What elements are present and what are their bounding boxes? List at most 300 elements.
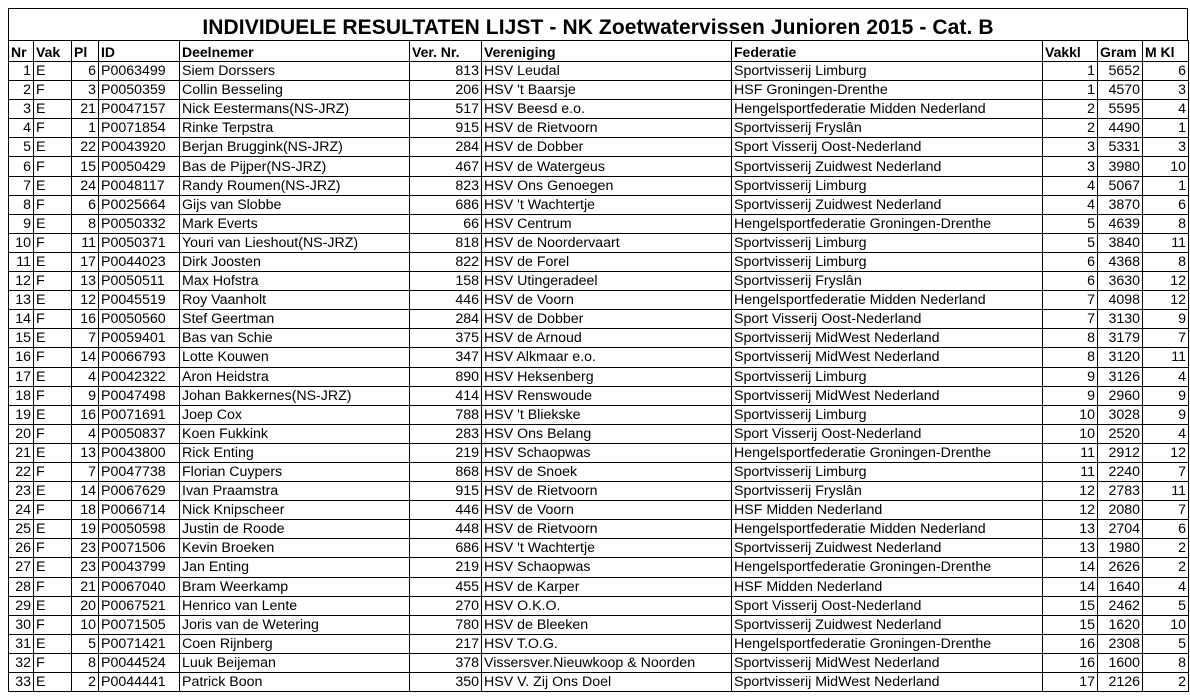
- cell-vereniging: Vissersver.Nieuwkoop & Noorden: [482, 653, 732, 672]
- cell-gram: 2783: [1098, 482, 1143, 501]
- cell-nr: 4: [9, 119, 34, 138]
- cell-vereniging: HSV Utingeradeel: [482, 272, 732, 291]
- cell-id: P0050371: [99, 233, 180, 252]
- table-row: [9, 520, 1189, 539]
- cell-federatie: Sportvisserij Fryslân: [732, 272, 1043, 291]
- cell-vak: F: [34, 119, 72, 138]
- cell-vereniging: HSV Schaopwas: [482, 558, 732, 577]
- cell-vak: E: [34, 596, 72, 615]
- cell-nr: 6: [9, 157, 34, 176]
- cell-federatie: Sportvisserij Limburg: [732, 62, 1043, 81]
- cell-pl: 16: [72, 310, 99, 329]
- header-federatie: Federatie: [732, 41, 1043, 62]
- cell-vernr: 66: [410, 214, 482, 233]
- cell-vakkl: 3: [1043, 138, 1098, 157]
- table-row: [9, 462, 1189, 481]
- cell-id: P0071854: [99, 119, 180, 138]
- cell-deelnemer: Henrico van Lente: [180, 596, 410, 615]
- cell-pl: 20: [72, 596, 99, 615]
- cell-vernr: 219: [410, 443, 482, 462]
- cell-vernr: 788: [410, 405, 482, 424]
- cell-gram: 4368: [1098, 252, 1143, 271]
- cell-vak: E: [34, 62, 72, 81]
- header-vernr: Ver. Nr.: [410, 41, 482, 62]
- cell-id: P0050837: [99, 424, 180, 443]
- cell-nr: 20: [9, 424, 34, 443]
- cell-mkl: 1: [1143, 176, 1189, 195]
- cell-vakkl: 15: [1043, 596, 1098, 615]
- cell-pl: 6: [72, 62, 99, 81]
- header-gram: Gram: [1098, 41, 1143, 62]
- cell-id: P0050511: [99, 272, 180, 291]
- cell-vernr: 219: [410, 558, 482, 577]
- cell-vakkl: 14: [1043, 577, 1098, 596]
- cell-deelnemer: Randy Roumen(NS-JRZ): [180, 176, 410, 195]
- cell-vernr: 915: [410, 482, 482, 501]
- cell-federatie: Hengelsportfederatie Groningen-Drenthe: [732, 214, 1043, 233]
- table-row: [9, 634, 1189, 653]
- cell-vereniging: HSV 't Bliekske: [482, 405, 732, 424]
- cell-mkl: 9: [1143, 310, 1189, 329]
- cell-federatie: HSF Groningen-Drenthe: [732, 81, 1043, 100]
- cell-gram: 3179: [1098, 329, 1143, 348]
- cell-gram: 3980: [1098, 157, 1143, 176]
- cell-vak: E: [34, 138, 72, 157]
- cell-federatie: Sportvisserij Fryslân: [732, 119, 1043, 138]
- cell-gram: 2626: [1098, 558, 1143, 577]
- cell-pl: 10: [72, 615, 99, 634]
- cell-federatie: Sportvisserij MidWest Nederland: [732, 329, 1043, 348]
- cell-vak: E: [34, 367, 72, 386]
- cell-vakkl: 8: [1043, 329, 1098, 348]
- cell-federatie: Sportvisserij Zuidwest Nederland: [732, 539, 1043, 558]
- cell-vak: E: [34, 482, 72, 501]
- cell-vereniging: HSV de Rietvoorn: [482, 119, 732, 138]
- cell-deelnemer: Mark Everts: [180, 214, 410, 233]
- cell-vak: F: [34, 348, 72, 367]
- cell-nr: 18: [9, 386, 34, 405]
- cell-mkl: 9: [1143, 386, 1189, 405]
- table-row: [9, 653, 1189, 672]
- cell-nr: 25: [9, 520, 34, 539]
- table-row: [9, 577, 1189, 596]
- cell-mkl: 7: [1143, 501, 1189, 520]
- cell-federatie: Sportvisserij MidWest Nederland: [732, 653, 1043, 672]
- cell-id: P0045519: [99, 291, 180, 310]
- cell-vak: F: [34, 424, 72, 443]
- cell-vernr: 158: [410, 272, 482, 291]
- cell-deelnemer: Joep Cox: [180, 405, 410, 424]
- header-vakkl: Vakkl: [1043, 41, 1098, 62]
- cell-id: P0050560: [99, 310, 180, 329]
- table-row: [9, 615, 1189, 634]
- cell-id: P0050359: [99, 81, 180, 100]
- cell-vernr: 283: [410, 424, 482, 443]
- cell-vernr: 347: [410, 348, 482, 367]
- cell-vakkl: 6: [1043, 272, 1098, 291]
- table-row: [9, 405, 1189, 424]
- cell-gram: 5067: [1098, 176, 1143, 195]
- cell-nr: 8: [9, 195, 34, 214]
- cell-vernr: 446: [410, 291, 482, 310]
- cell-mkl: 2: [1143, 673, 1189, 692]
- cell-vakkl: 2: [1043, 119, 1098, 138]
- cell-gram: 4490: [1098, 119, 1143, 138]
- cell-id: P0063499: [99, 62, 180, 81]
- cell-vereniging: HSV de Karper: [482, 577, 732, 596]
- cell-pl: 4: [72, 424, 99, 443]
- cell-vak: E: [34, 520, 72, 539]
- cell-deelnemer: Siem Dorssers: [180, 62, 410, 81]
- cell-vakkl: 1: [1043, 81, 1098, 100]
- cell-federatie: Hengelsportfederatie Groningen-Drenthe: [732, 558, 1043, 577]
- cell-vernr: 813: [410, 62, 482, 81]
- cell-id: P0066714: [99, 501, 180, 520]
- results-sheet: [8, 8, 1188, 692]
- cell-pl: 9: [72, 386, 99, 405]
- table-row: [9, 558, 1189, 577]
- cell-mkl: 4: [1143, 577, 1189, 596]
- cell-nr: 31: [9, 634, 34, 653]
- cell-federatie: Sport Visserij Oost-Nederland: [732, 424, 1043, 443]
- cell-vernr: 868: [410, 462, 482, 481]
- cell-federatie: Hengelsportfederatie Midden Nederland: [732, 291, 1043, 310]
- cell-vernr: 217: [410, 634, 482, 653]
- cell-pl: 23: [72, 539, 99, 558]
- cell-pl: 14: [72, 348, 99, 367]
- cell-id: P0067629: [99, 482, 180, 501]
- cell-mkl: 4: [1143, 100, 1189, 119]
- cell-vereniging: HSV Leudal: [482, 62, 732, 81]
- cell-id: P0071691: [99, 405, 180, 424]
- cell-vernr: 284: [410, 310, 482, 329]
- cell-gram: 2704: [1098, 520, 1143, 539]
- cell-nr: 17: [9, 367, 34, 386]
- cell-vakkl: 12: [1043, 482, 1098, 501]
- cell-vak: E: [34, 634, 72, 653]
- cell-deelnemer: Lotte Kouwen: [180, 348, 410, 367]
- cell-mkl: 7: [1143, 462, 1189, 481]
- cell-vernr: 818: [410, 233, 482, 252]
- cell-gram: 4639: [1098, 214, 1143, 233]
- cell-id: P0050332: [99, 214, 180, 233]
- cell-mkl: 12: [1143, 291, 1189, 310]
- table-row: [9, 348, 1189, 367]
- cell-vak: E: [34, 100, 72, 119]
- cell-id: P0066793: [99, 348, 180, 367]
- cell-id: P0044023: [99, 252, 180, 271]
- cell-federatie: Sportvisserij Zuidwest Nederland: [732, 157, 1043, 176]
- cell-id: P0043799: [99, 558, 180, 577]
- table-row: [9, 310, 1189, 329]
- cell-id: P0047157: [99, 100, 180, 119]
- cell-mkl: 2: [1143, 539, 1189, 558]
- cell-pl: 21: [72, 100, 99, 119]
- cell-deelnemer: Florian Cuypers: [180, 462, 410, 481]
- table-row: [9, 157, 1189, 176]
- results-table: [8, 40, 1189, 692]
- table-row: [9, 443, 1189, 462]
- cell-gram: 2080: [1098, 501, 1143, 520]
- cell-pl: 7: [72, 462, 99, 481]
- cell-vereniging: HSV Beesd e.o.: [482, 100, 732, 119]
- cell-nr: 16: [9, 348, 34, 367]
- cell-vereniging: HSV de Arnoud: [482, 329, 732, 348]
- cell-id: P0047738: [99, 462, 180, 481]
- cell-deelnemer: Aron Heidstra: [180, 367, 410, 386]
- cell-federatie: Sportvisserij Limburg: [732, 462, 1043, 481]
- cell-mkl: 10: [1143, 615, 1189, 634]
- cell-vereniging: HSV de Noordervaart: [482, 233, 732, 252]
- cell-id: P0067521: [99, 596, 180, 615]
- cell-nr: 3: [9, 100, 34, 119]
- cell-vereniging: HSV de Rietvoorn: [482, 520, 732, 539]
- cell-mkl: 8: [1143, 214, 1189, 233]
- cell-federatie: Sportvisserij Limburg: [732, 367, 1043, 386]
- cell-vakkl: 16: [1043, 634, 1098, 653]
- table-row: [9, 367, 1189, 386]
- cell-pl: 3: [72, 81, 99, 100]
- cell-id: P0071506: [99, 539, 180, 558]
- cell-vernr: 375: [410, 329, 482, 348]
- cell-pl: 24: [72, 176, 99, 195]
- cell-vereniging: HSV Ons Genoegen: [482, 176, 732, 195]
- cell-gram: 2126: [1098, 673, 1143, 692]
- cell-vakkl: 6: [1043, 252, 1098, 271]
- cell-vak: F: [34, 310, 72, 329]
- table-row: [9, 100, 1189, 119]
- cell-id: P0043800: [99, 443, 180, 462]
- cell-pl: 1: [72, 119, 99, 138]
- cell-deelnemer: Patrick Boon: [180, 673, 410, 692]
- cell-pl: 12: [72, 291, 99, 310]
- cell-vakkl: 7: [1043, 310, 1098, 329]
- cell-vakkl: 9: [1043, 367, 1098, 386]
- cell-deelnemer: Max Hofstra: [180, 272, 410, 291]
- table-row: [9, 214, 1189, 233]
- header-nr: Nr: [9, 41, 34, 62]
- cell-vak: F: [34, 501, 72, 520]
- cell-mkl: 11: [1143, 348, 1189, 367]
- cell-nr: 7: [9, 176, 34, 195]
- cell-gram: 3840: [1098, 233, 1143, 252]
- cell-gram: 4570: [1098, 81, 1143, 100]
- cell-gram: 2240: [1098, 462, 1143, 481]
- cell-nr: 14: [9, 310, 34, 329]
- cell-deelnemer: Kevin Broeken: [180, 539, 410, 558]
- cell-mkl: 11: [1143, 233, 1189, 252]
- cell-vernr: 378: [410, 653, 482, 672]
- cell-nr: 10: [9, 233, 34, 252]
- cell-id: P0048117: [99, 176, 180, 195]
- cell-nr: 22: [9, 462, 34, 481]
- cell-pl: 23: [72, 558, 99, 577]
- cell-gram: 5331: [1098, 138, 1143, 157]
- cell-mkl: 6: [1143, 62, 1189, 81]
- cell-vakkl: 15: [1043, 615, 1098, 634]
- cell-deelnemer: Koen Fukkink: [180, 424, 410, 443]
- cell-vernr: 414: [410, 386, 482, 405]
- cell-gram: 2308: [1098, 634, 1143, 653]
- cell-deelnemer: Bram Weerkamp: [180, 577, 410, 596]
- cell-federatie: Hengelsportfederatie Groningen-Drenthe: [732, 634, 1043, 653]
- cell-gram: 3870: [1098, 195, 1143, 214]
- cell-vakkl: 11: [1043, 462, 1098, 481]
- header-pl: Pl: [72, 41, 99, 62]
- cell-vereniging: HSV de Voorn: [482, 291, 732, 310]
- cell-mkl: 5: [1143, 596, 1189, 615]
- cell-gram: 2520: [1098, 424, 1143, 443]
- cell-mkl: 1: [1143, 119, 1189, 138]
- cell-vernr: 686: [410, 195, 482, 214]
- table-row: [9, 329, 1189, 348]
- cell-deelnemer: Dirk Joosten: [180, 252, 410, 271]
- cell-vereniging: HSV de Voorn: [482, 501, 732, 520]
- cell-gram: 4098: [1098, 291, 1143, 310]
- cell-nr: 27: [9, 558, 34, 577]
- cell-federatie: HSF Midden Nederland: [732, 501, 1043, 520]
- cell-vereniging: HSV T.O.G.: [482, 634, 732, 653]
- cell-vereniging: HSV de Forel: [482, 252, 732, 271]
- cell-mkl: 4: [1143, 367, 1189, 386]
- table-row: [9, 424, 1189, 443]
- cell-vernr: 448: [410, 520, 482, 539]
- page-title: INDIVIDUELE RESULTATEN LIJST - NK Zoetwatervissen Junioren 2015 - Cat. B: [202, 15, 994, 39]
- cell-vakkl: 7: [1043, 291, 1098, 310]
- cell-nr: 15: [9, 329, 34, 348]
- cell-mkl: 3: [1143, 81, 1189, 100]
- cell-mkl: 8: [1143, 252, 1189, 271]
- cell-nr: 23: [9, 482, 34, 501]
- cell-vak: F: [34, 272, 72, 291]
- table-row: [9, 291, 1189, 310]
- cell-vernr: 822: [410, 252, 482, 271]
- cell-id: P0044441: [99, 673, 180, 692]
- cell-pl: 11: [72, 233, 99, 252]
- cell-pl: 21: [72, 577, 99, 596]
- cell-gram: 1640: [1098, 577, 1143, 596]
- cell-id: P0047498: [99, 386, 180, 405]
- cell-pl: 13: [72, 443, 99, 462]
- table-row: [9, 62, 1189, 81]
- cell-vak: E: [34, 329, 72, 348]
- cell-vakkl: 5: [1043, 214, 1098, 233]
- cell-mkl: 10: [1143, 157, 1189, 176]
- cell-vereniging: HSV de Rietvoorn: [482, 482, 732, 501]
- cell-vernr: 780: [410, 615, 482, 634]
- cell-vernr: 270: [410, 596, 482, 615]
- table-row: [9, 272, 1189, 291]
- cell-gram: 2462: [1098, 596, 1143, 615]
- cell-deelnemer: Rinke Terpstra: [180, 119, 410, 138]
- cell-vereniging: HSV de Dobber: [482, 138, 732, 157]
- cell-deelnemer: Ivan Praamstra: [180, 482, 410, 501]
- cell-mkl: 11: [1143, 482, 1189, 501]
- cell-vakkl: 13: [1043, 539, 1098, 558]
- table-row: [9, 673, 1189, 692]
- cell-vakkl: 2: [1043, 100, 1098, 119]
- cell-federatie: Hengelsportfederatie Midden Nederland: [732, 100, 1043, 119]
- cell-deelnemer: Nick Knipscheer: [180, 501, 410, 520]
- cell-vak: E: [34, 558, 72, 577]
- cell-federatie: Sportvisserij MidWest Nederland: [732, 348, 1043, 367]
- cell-vakkl: 12: [1043, 501, 1098, 520]
- cell-vak: F: [34, 81, 72, 100]
- cell-pl: 16: [72, 405, 99, 424]
- cell-mkl: 6: [1143, 520, 1189, 539]
- cell-gram: 3630: [1098, 272, 1143, 291]
- cell-vereniging: HSV de Dobber: [482, 310, 732, 329]
- cell-deelnemer: Stef Geertman: [180, 310, 410, 329]
- cell-gram: 1600: [1098, 653, 1143, 672]
- table-row: [9, 252, 1189, 271]
- cell-id: P0050429: [99, 157, 180, 176]
- table-row: [9, 539, 1189, 558]
- cell-vak: E: [34, 252, 72, 271]
- cell-vak: F: [34, 195, 72, 214]
- cell-deelnemer: Rick Enting: [180, 443, 410, 462]
- cell-nr: 1: [9, 62, 34, 81]
- cell-nr: 12: [9, 272, 34, 291]
- header-row: [9, 41, 1189, 62]
- cell-nr: 32: [9, 653, 34, 672]
- cell-vak: F: [34, 615, 72, 634]
- cell-vak: E: [34, 176, 72, 195]
- cell-nr: 2: [9, 81, 34, 100]
- cell-vereniging: HSV Centrum: [482, 214, 732, 233]
- table-row: [9, 138, 1189, 157]
- cell-mkl: 6: [1143, 195, 1189, 214]
- cell-mkl: 12: [1143, 443, 1189, 462]
- cell-vakkl: 10: [1043, 405, 1098, 424]
- cell-federatie: Sport Visserij Oost-Nederland: [732, 138, 1043, 157]
- cell-mkl: 8: [1143, 653, 1189, 672]
- cell-mkl: 12: [1143, 272, 1189, 291]
- cell-pl: 22: [72, 138, 99, 157]
- cell-vereniging: HSV de Snoek: [482, 462, 732, 481]
- cell-vakkl: 16: [1043, 653, 1098, 672]
- cell-deelnemer: Roy Vaanholt: [180, 291, 410, 310]
- cell-vakkl: 13: [1043, 520, 1098, 539]
- cell-gram: 3028: [1098, 405, 1143, 424]
- cell-vakkl: 9: [1043, 386, 1098, 405]
- cell-deelnemer: Youri van Lieshout(NS-JRZ): [180, 233, 410, 252]
- cell-pl: 17: [72, 252, 99, 271]
- cell-nr: 9: [9, 214, 34, 233]
- cell-vakkl: 17: [1043, 673, 1098, 692]
- cell-gram: 5595: [1098, 100, 1143, 119]
- cell-id: P0071421: [99, 634, 180, 653]
- cell-vernr: 915: [410, 119, 482, 138]
- cell-gram: 1980: [1098, 539, 1143, 558]
- cell-deelnemer: Bas van Schie: [180, 329, 410, 348]
- cell-mkl: 3: [1143, 138, 1189, 157]
- cell-vak: F: [34, 233, 72, 252]
- cell-federatie: Hengelsportfederatie Midden Nederland: [732, 520, 1043, 539]
- cell-federatie: Hengelsportfederatie Groningen-Drenthe: [732, 443, 1043, 462]
- cell-mkl: 7: [1143, 329, 1189, 348]
- cell-pl: 18: [72, 501, 99, 520]
- cell-vereniging: HSV de Watergeus: [482, 157, 732, 176]
- cell-vak: E: [34, 405, 72, 424]
- cell-id: P0025664: [99, 195, 180, 214]
- cell-nr: 30: [9, 615, 34, 634]
- cell-vereniging: HSV Schaopwas: [482, 443, 732, 462]
- cell-deelnemer: Luuk Beijeman: [180, 653, 410, 672]
- cell-deelnemer: Jan Enting: [180, 558, 410, 577]
- cell-vak: F: [34, 462, 72, 481]
- cell-federatie: HSF Midden Nederland: [732, 577, 1043, 596]
